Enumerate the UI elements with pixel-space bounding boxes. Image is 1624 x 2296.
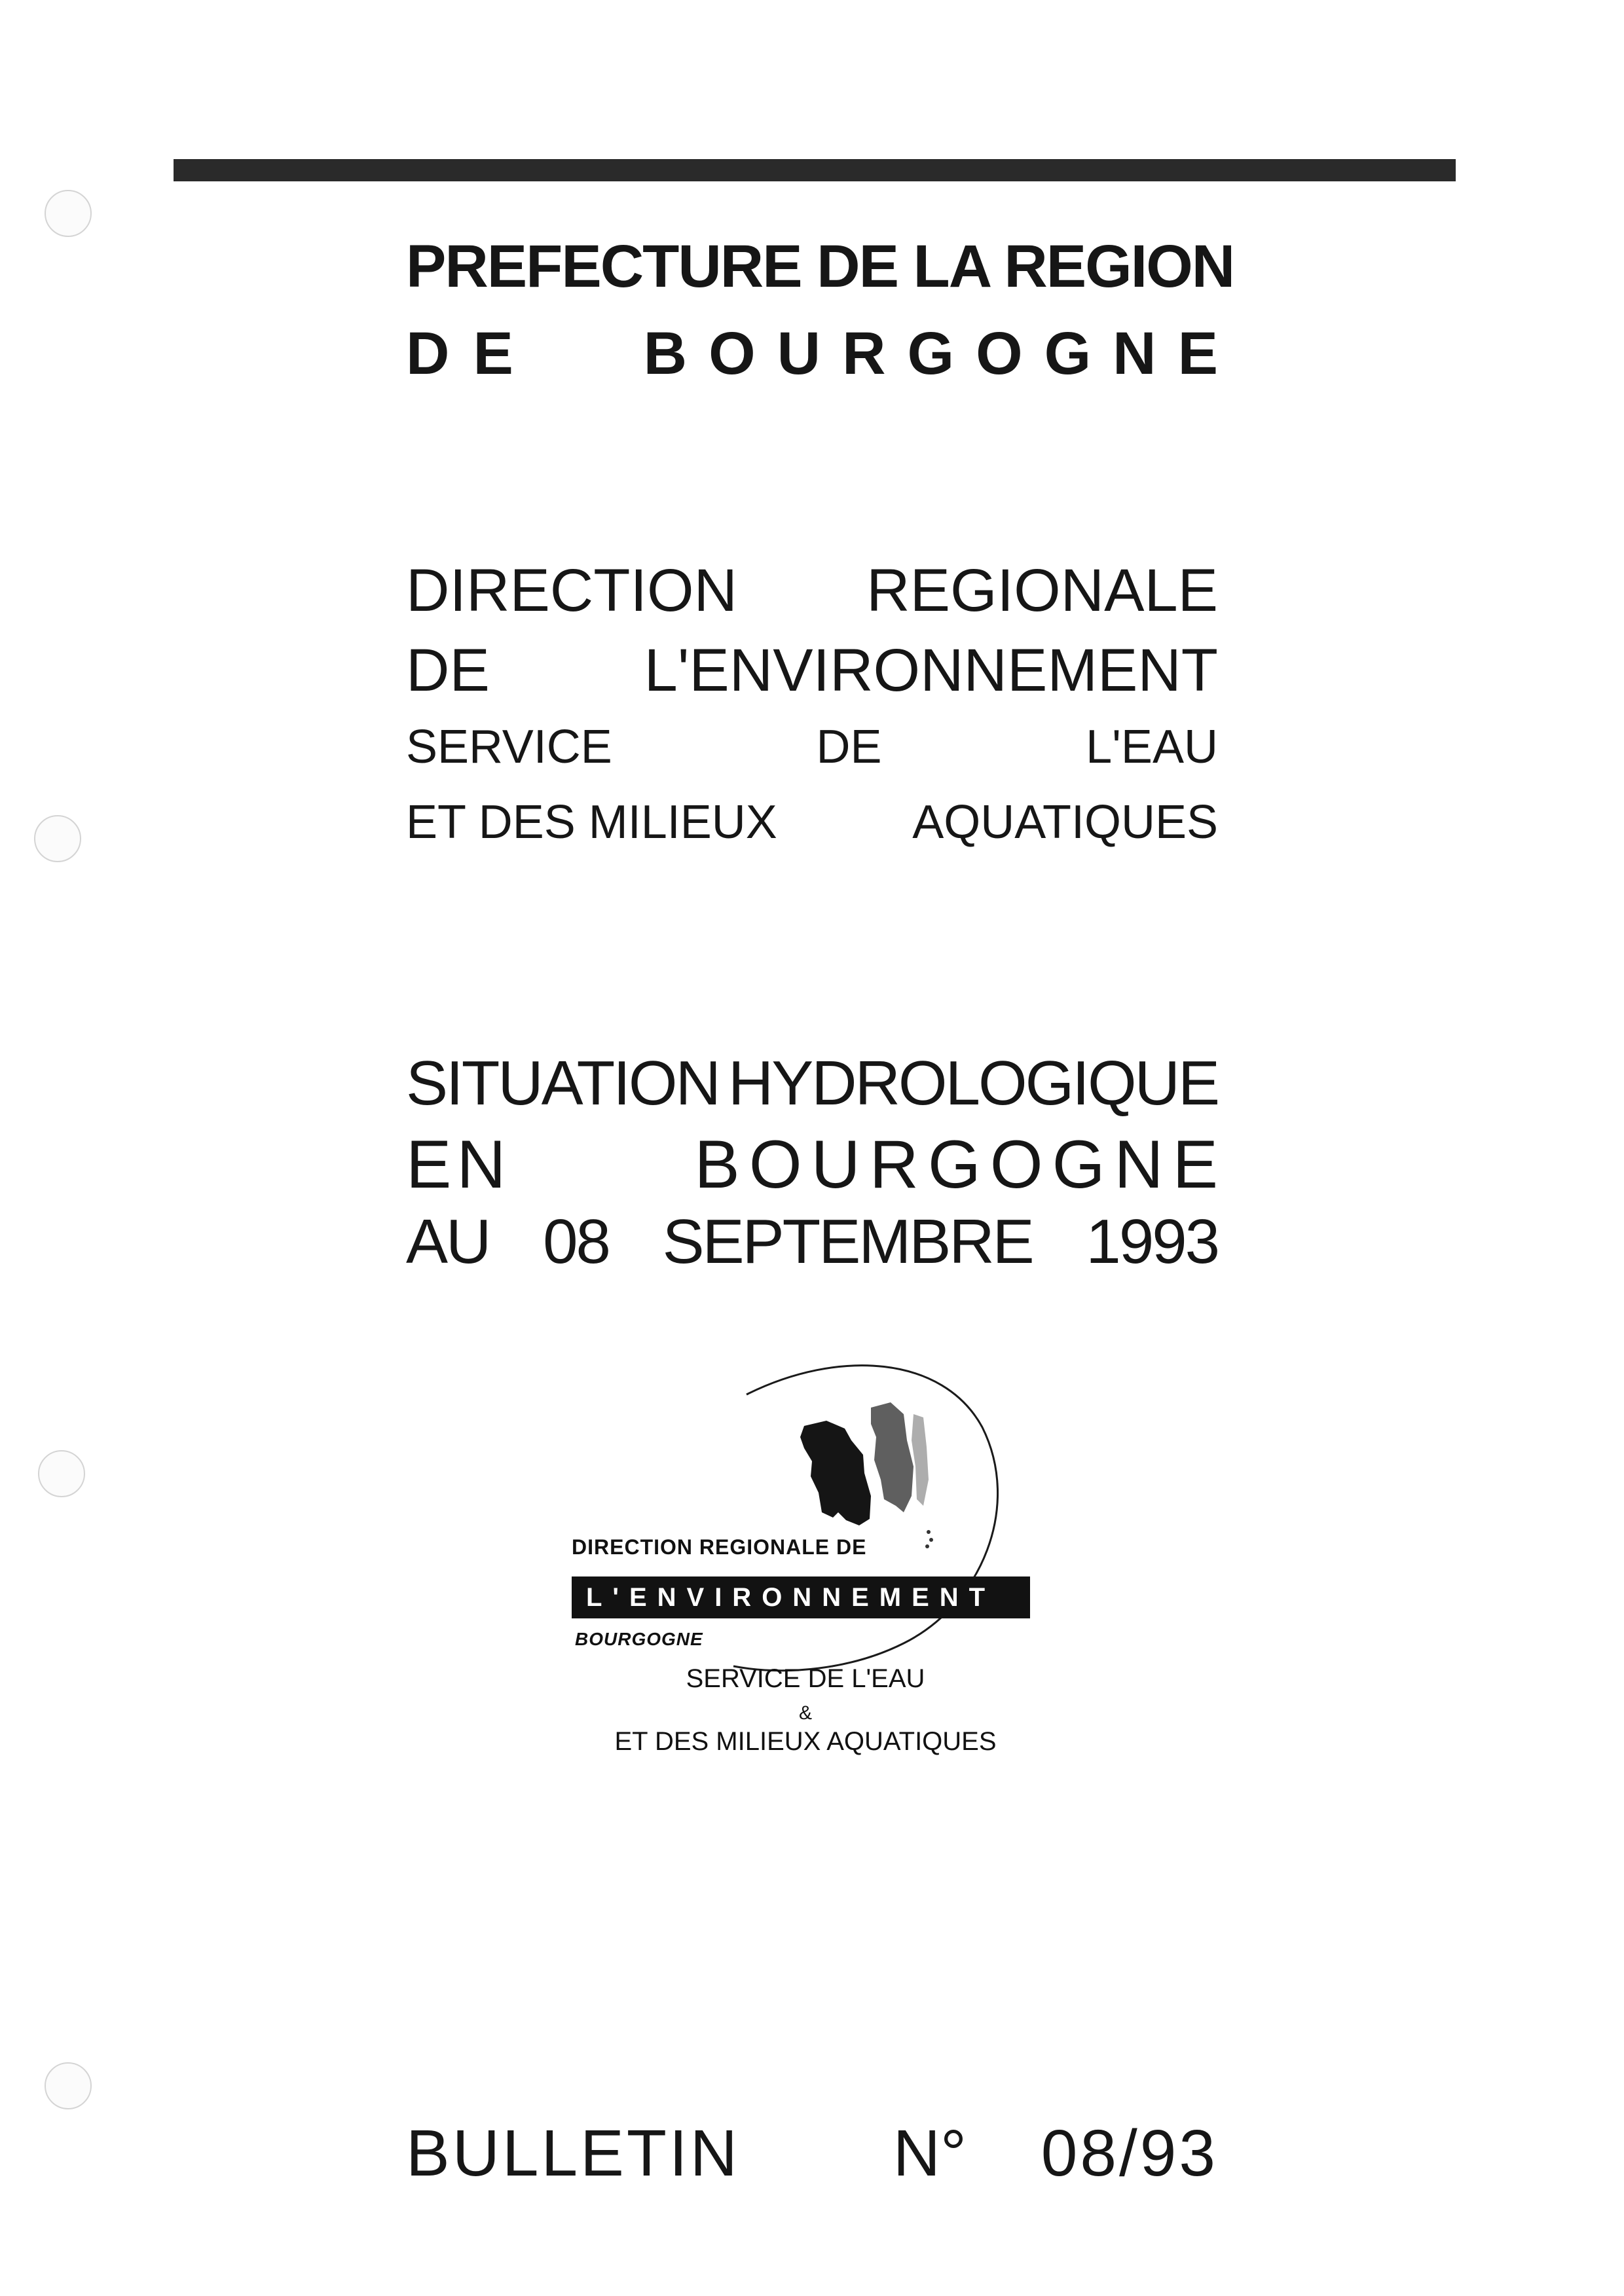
year-number: 1993 <box>1086 1207 1218 1277</box>
milieux-words: ET DES MILIEUX <box>406 796 777 848</box>
bourgogne-word: BOURGOGNE <box>694 1127 1227 1203</box>
direction-line4 <box>406 795 1218 849</box>
bulletin-line <box>406 2116 1218 2191</box>
logo-map-silhouette <box>800 1421 871 1525</box>
logo-environnement-box: L'ENVIRONNEMENT <box>572 1576 1030 1618</box>
prefecture-title <box>406 232 1234 301</box>
prefecture-line2-bourgogne: BOURGOGNE <box>643 320 1240 387</box>
month-word: SEPTEMBRE <box>662 1207 1033 1277</box>
service-de-word: DE <box>816 721 882 773</box>
situation-word: SITUATION <box>406 1048 719 1118</box>
prefecture-line2-de: DE <box>406 320 537 387</box>
prefecture-line1: PREFECTURE DE LA REGION <box>406 233 1234 300</box>
regionale-word: REGIONALE <box>866 557 1218 624</box>
logo-dot-3 <box>925 1544 929 1548</box>
logo-direction-text: DIRECTION REGIONALE DE <box>572 1535 867 1559</box>
logo-service-line1: SERVICE DE L'EAU <box>686 1664 925 1693</box>
situation-line1 <box>406 1048 1218 1120</box>
logo-dot-2 <box>929 1538 933 1542</box>
day-number: 08 <box>543 1207 609 1277</box>
direction-word: DIRECTION <box>406 557 737 624</box>
logo-map-dots-light <box>912 1414 929 1506</box>
bulletin-label: BULLETIN <box>406 2117 740 2190</box>
prefecture-line2 <box>406 319 1240 388</box>
logo-ampersand: & <box>798 1702 812 1724</box>
bulletin-number-sign: N° <box>893 2117 967 2190</box>
de-word: DE <box>406 637 490 704</box>
direction-line1 <box>406 556 1218 625</box>
aquatiques-word: AQUATIQUES <box>912 796 1218 848</box>
punch-hole-1 <box>45 190 92 237</box>
punch-hole-3 <box>38 1450 85 1497</box>
direction-line3 <box>406 720 1218 774</box>
logo-service-line2: ET DES MILIEUX AQUATIQUES <box>614 1727 997 1756</box>
hydrologique-word: HYDROLOGIQUE <box>728 1048 1218 1118</box>
service-word: SERVICE <box>406 721 612 773</box>
logo-dot-1 <box>927 1530 931 1534</box>
situation-line2 <box>406 1126 1227 1204</box>
logo-map-dots <box>871 1402 913 1512</box>
top-rule <box>174 159 1456 181</box>
direction-line2 <box>406 636 1218 705</box>
bulletin-number: 08/93 <box>1041 2117 1218 2190</box>
au-word: AU <box>406 1207 490 1277</box>
eau-word: L'EAU <box>1086 721 1218 773</box>
situation-line3 <box>406 1206 1218 1278</box>
logo-region-text: BOURGOGNE <box>575 1629 703 1649</box>
logo-arc <box>733 1366 998 1671</box>
environnement-word: L'ENVIRONNEMENT <box>644 637 1218 704</box>
punch-hole-2 <box>34 815 81 862</box>
punch-hole-4 <box>45 2062 92 2109</box>
en-word: EN <box>406 1127 511 1203</box>
